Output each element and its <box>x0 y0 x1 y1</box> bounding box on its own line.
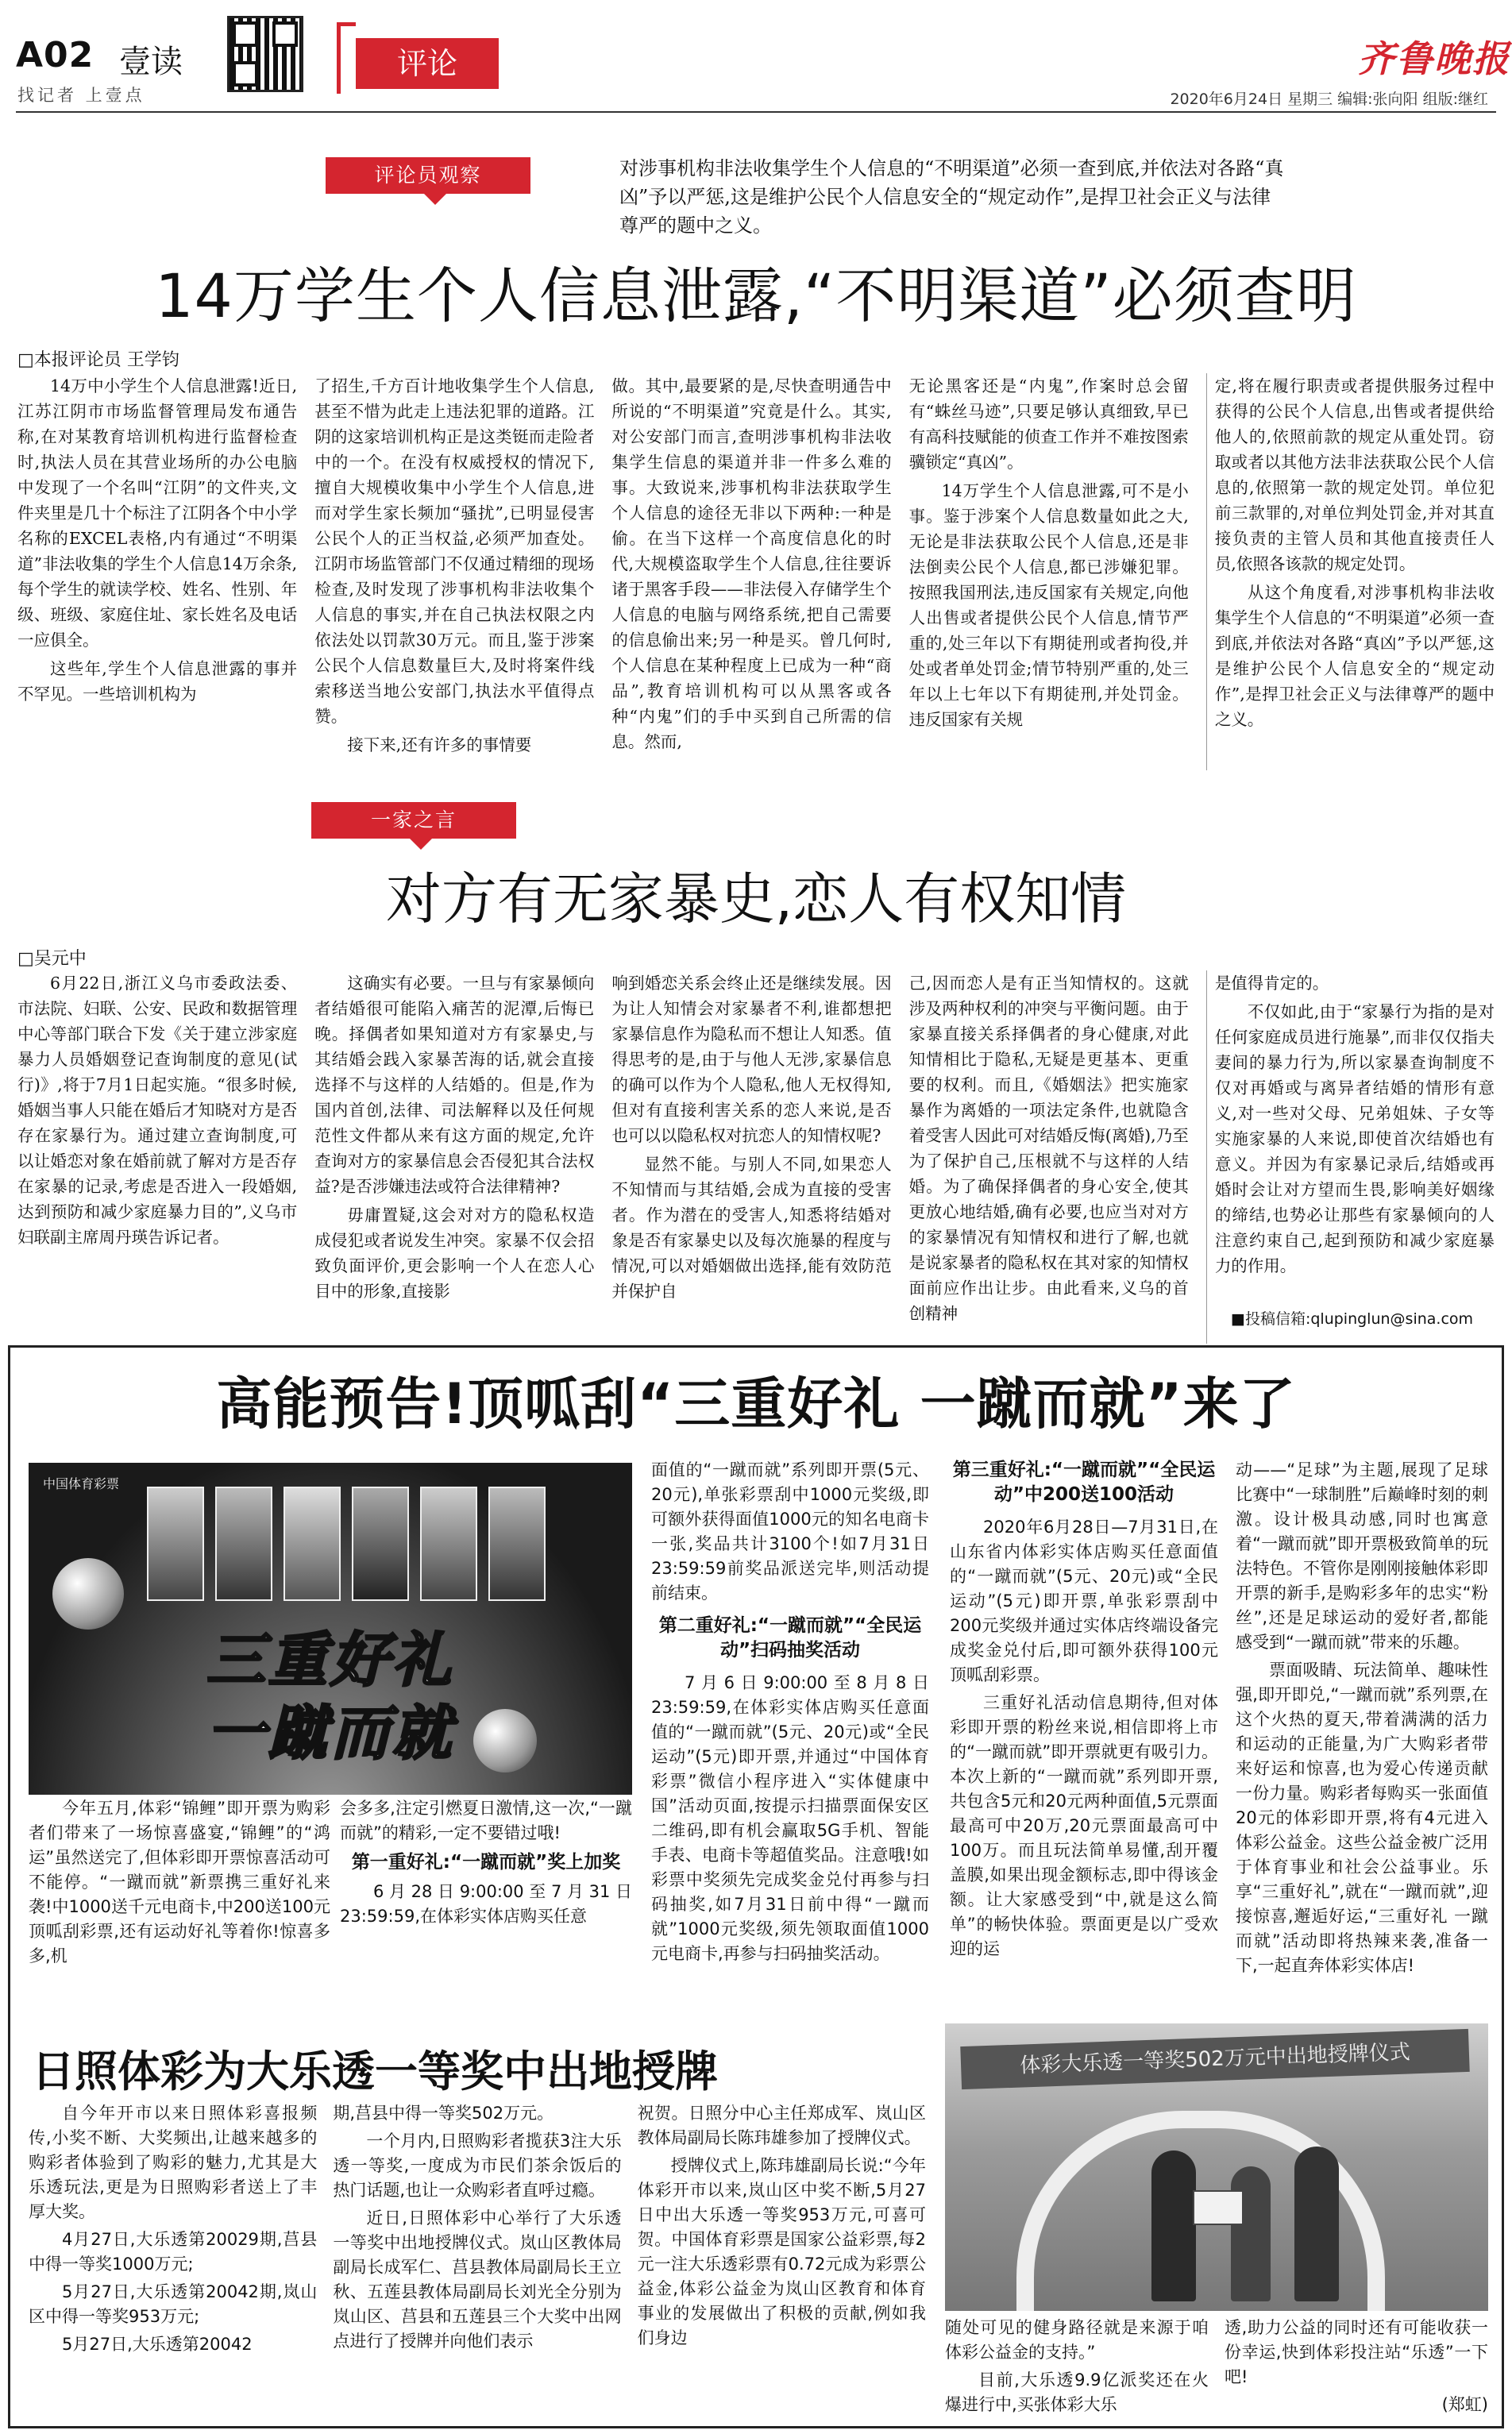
photo-banner-text: 体彩大乐透一等奖502万元中出地授牌仪式 <box>960 2029 1469 2089</box>
column-name: 评论 <box>356 38 499 89</box>
paragraph: 14万中小学生个人信息泄露!近日,江苏江阴市市场监督管理局发布通告称,在对某教育培训机构进行监督检查时,执法人员在其营业场所的办公电脑中发现了一个名叫“江阴”的文件夹,文件夹里是几十个标注了江阴各个中小学名称的EXCEL表格,内有通过“不明渠道”非法收集的学生个人信息14万余条,每个学生的就读学校、姓名、性别、年级、班级、家庭住址、家长姓名及电话一应俱全。 <box>17 376 298 650</box>
person-icon <box>1231 2166 1271 2301</box>
byline: □吴元中 <box>17 949 87 969</box>
person-icon <box>1151 2150 1196 2301</box>
paragraph: 不仅如此,由于“家暴行为指的是对任何家庭成员进行施暴”,而非仅仅指夫妻间的暴力行为,所以家暴查询制度不仅对再婚或与离异者结婚的情形有意义,对一些对父母、兄弟姐妹、子女等实施家暴的人来说,即使首次结婚也有意义。并因为有家暴记录后,结婚或再婚时会让对方望而生畏,影响美好姻缘的缔结,也势必让那些有家暴倾向的人注意约束自己,起到预防和减少家庭暴力的作用。 <box>1214 1002 1495 1275</box>
scratch-card-icon <box>284 1487 341 1601</box>
paragraph: 从这个角度看,对涉事机构非法收集学生个人信息的“不明渠道”必须一查到底,并依法对各路“真凶”予以严惩,这是维护公民个人信息安全的“规定动作”,是捍卫社会正义与法律尊严的题中之义。 <box>1214 583 1495 729</box>
paragraph: 无论黑客还是“内鬼”,作案时总会留有“蛛丝马迹”,只要足够认真细致,早已有高科技赋能的侦查工作并不难按图索骥锁定“真凶”。 <box>908 376 1189 472</box>
subheading: 第二重好礼:“一蹴而就”“全民运动”扫码抽奖活动 <box>658 1615 922 1661</box>
paragraph: 接下来,还有许多的事情要 <box>347 735 532 754</box>
body-column-1 <box>17 373 297 770</box>
paragraph: 这些年,学生个人信息泄露的事并不罕见。一些培训机构为 <box>17 659 298 704</box>
body-column-4 <box>909 373 1189 770</box>
body-column-2 <box>333 2101 621 2419</box>
author-credit: (郑虹) <box>1441 2395 1488 2414</box>
banner-headline-2: 一蹴而就 <box>206 1699 454 1768</box>
paragraph: 票面吸睛、玩法简单、趣味性强,即开即兑,“一蹴而就”系列票,在这个火热的夏天,带着满满的活力和运动的正能量,为广大购彩者带来好运和惊喜,也为爱心传递贡献一份力量。购彩者每购买一张面值20元的体彩即开票,将有4元进入体彩公益金。这些公益金被广泛用于体育事业和社会公益事业。乐享“三重好礼”,就在“一蹴而就”,迎接惊喜,邂逅好运,“三重好礼 一蹴而就”活动即将热辣来袭,准备一下,一起直奔体彩实体店! <box>1236 1661 1488 1975</box>
article-title: 对方有无家暴史,恋人有权知情 <box>385 866 1127 932</box>
header-rule <box>16 111 1496 113</box>
masthead-logo: 齐鲁晚报 <box>1358 37 1510 80</box>
byline: □本报评论员 王学钧 <box>17 350 179 370</box>
body-column-1 <box>17 970 297 1344</box>
ad-column-4 <box>950 1458 1218 2082</box>
ad-column-5 <box>1236 1458 1488 2082</box>
scratch-card-icon <box>420 1487 477 1601</box>
paragraph: 动——“足球”为主题,展现了足球比赛中“一球制胜”后巅峰时刻的刺激。设计极具动感,同时也寓意着“一蹴而就”即开票极致简单的玩法特色。不管你是刚刚接触体彩即开票的新手,是购彩多年的忠实“粉丝”,还是足球运动的爱好者,都能感受到“一蹴而就”带来的乐趣。 <box>1236 1460 1488 1652</box>
paragraph: 毋庸置疑,这会对对方的隐私权造成侵犯或者说发生冲突。家暴不仅会招致负面评价,更会影响一个人在恋人心目中的形象,直接影 <box>314 1205 595 1301</box>
paragraph: 响到婚恋关系会终止还是继续发展。因为让人知情会对家暴者不利,谁都想把家暴信息作为隐私而不想让人知悉。值得思考的是,由于与他人无涉,家暴信息的确可以作为个人隐私,他人无权得知,但对有直接利害关系的恋人来说,是否也可以以隐私权对抗恋人的知情权呢? <box>611 974 892 1145</box>
body-column-3 <box>611 373 891 770</box>
body-column-2 <box>314 970 594 1344</box>
article-title: 日照体彩为大乐透一等奖中出地授牌 <box>32 2046 718 2096</box>
article-title: 14万学生个人信息泄露,“不明渠道”必须查明 <box>155 260 1357 331</box>
body-column-1 <box>29 2101 317 2419</box>
banner-headline-1: 三重好礼 <box>206 1626 454 1695</box>
paragraph: 5月27日,大乐透第20042期,岚山区中得一等奖953万元; <box>29 2282 318 2326</box>
paragraph: 5月27日,大乐透第20042 <box>62 2335 253 2354</box>
paragraph: 定,将在履行职责或者提供服务过程中获得的公民个人信息,出售或者提供给他人的,依照前款的规定从重处罚。窃取或者以其他方法非法获取公民个人信息的,依照第一款的规定处罚。单位犯前三款罪的,对单位判处罚金,并对其直接负责的主管人员和其他直接责任人员,依照各该款的规定处罚。 <box>1214 376 1495 573</box>
paragraph: 6月28日9:00:00至7月31日23:59:59,在体彩实体店购买任意 <box>340 1882 632 1926</box>
scratch-card-icon <box>352 1487 409 1601</box>
ad-column-3 <box>651 1458 929 2082</box>
brand-logo: 中国体育彩票 <box>43 1476 120 1491</box>
qr-code-icon <box>227 16 303 92</box>
sub-tag: 找记者 上壹点 <box>17 86 145 105</box>
paragraph: 这确实有必要。一旦与有家暴倾向者结婚很可能陷入痛苦的泥潭,后悔已晚。择偶者如果知道对方有家暴史,与其结婚会践入家暴苦海的话,就会直接选择不与这样的人结婚的。但是,作为国内首创,法律、司法解释以及任何规范性文件都从来有这方面的规定,允许查询对方的家暴信息会否侵犯其合法权益?是否涉嫌违法或符合法律精神? <box>314 974 595 1196</box>
paragraph: 近日,日照体彩中心举行了大乐透一等奖中出地授牌仪式。岚山区教体局副局长成军仁、莒县教体局副局长王立秋、五莲县教体局副局长刘光全分别为岚山区、莒县和五莲县三个大奖中出网点进行了授牌并向他们表示 <box>333 2208 622 2351</box>
column-bracket-icon <box>337 22 356 94</box>
kicker-badge: 一家之言 <box>311 802 516 839</box>
paragraph: 今年五月,体彩“锦鲤”即开票为购彩者们带来了一场惊喜盛宴,“锦鲤”的“鸿运”虽然送完了,但体彩即开票惊喜活动可不能停。“一蹴而就”新票携三重好礼来袭!中1000送千元电商卡,中200送100元顶呱刮彩票,还有运动好礼等着你!惊喜多多,机 <box>29 1799 330 1965</box>
paragraph: 随处可见的健身路径就是来源于咱体彩公益金的支持。” <box>945 2318 1209 2362</box>
ceremony-photo <box>945 2023 1488 2311</box>
paragraph: 透,助力公益的同时还有可能收获一份幸运,快到体彩投注站“乐透”一下吧! <box>1225 2318 1488 2386</box>
contribution-email: ■投稿信箱:qlupinglun@sina.com <box>1231 1310 1474 1328</box>
paragraph: 自今年开市以来日照体彩喜报频传,小奖不断、大奖频出,让越来越多的购彩者体验到了购彩的魅力,尤其是大乐透玩法,更是为日照购彩者送上了丰厚大奖。 <box>29 2104 318 2221</box>
paragraph: 目前,大乐透9.9亿派奖还在火爆进行中,买张体彩大乐 <box>945 2370 1209 2414</box>
paragraph: 14万学生个人信息泄露,可不是小事。鉴于涉案个人信息数量如此之大,无论是非法获取公民个人信息,还是非法倒卖公民个人信息,都已涉嫌犯罪。按照我国刑法,违反国家有关规定,向他人出售或者提供公民个人信息,情节严重的,处三年以下有期徒刑或者拘役,并处或者单处罚金;情节特别严重的,处三年以上七年以下有期徒刑,并处罚金。违反国家有关规 <box>908 481 1189 729</box>
paragraph: 6月22日,浙江义乌市委政法委、市法院、妇联、公安、民政和数据管理中心等部门联合下发《关于建立涉家庭暴力人员婚姻登记查询制度的意见(试行)》,将于7月1日起实施。“很多时候,婚姻当事人只能在婚后才知晓对方是否存在家暴行为。通过建立查询制度,可以让婚恋对象在婚前就了解对方是否存在家暴的记录,考虑是否进入一段婚姻,达到预防和减少家庭暴力目的”,义乌市妇联副主席周丹瑛告诉记者。 <box>17 974 298 1247</box>
kicker-badge: 评论员观察 <box>326 157 530 194</box>
body-column-2 <box>314 373 594 770</box>
paragraph: 4月27日,大乐透第20029期,莒县中得一等奖1000万元; <box>29 2230 318 2274</box>
scratch-card-icon <box>215 1487 272 1601</box>
page-number: A02 <box>16 35 94 75</box>
body-column-4 <box>909 970 1189 1344</box>
article-lead: 对涉事机构非法收集学生个人信息的“不明渠道”必须一查到底,并依法对各路“真凶”予以严惩,这是维护公民个人信息安全的“规定动作”,是捍卫社会正义与法律尊严的题中之义。 <box>619 157 1284 237</box>
body-column-3 <box>638 2101 926 2419</box>
body-column-4 <box>945 2316 1209 2420</box>
ad-title: 高能预告!顶呱刮“三重好礼 一蹴而就”来了 <box>216 1371 1296 1437</box>
body-column-5 <box>1206 970 1495 1344</box>
body-column-5 <box>1225 2316 1488 2420</box>
lottery-banner-image <box>29 1463 632 1795</box>
paragraph: 一个月内,日照购彩者揽获3注大乐透一等奖,一度成为市民们茶余饭后的热门话题,也让一众购彩者直呼过瘾。 <box>333 2131 622 2200</box>
paragraph: 7月6日9:00:00至8月8日23:59:59,在体彩实体店购买任意面值的“一蹴而就”(5元、20元)或“全民运动”(5元)即开票,并通过“中国体育彩票”微信小程序进入“实体健康中国”活动页面,按提示扫描票面保安区二维码,即有机会赢取5G手机、智能手表、电商卡等超值奖品。注意哦!如彩票中奖须先完成奖金兑付再参与扫码抽奖,如7月31日前中得“一蹴而就”1000元奖级,须先领取面值1000元电商卡,再参与扫码抽奖活动。 <box>651 1673 929 1963</box>
paragraph: 面值的“一蹴而就”系列即开票(5元、20元),单张彩票刮中1000元奖级,即可额外获得面值1000元的知名电商卡一张,奖品共计3100个!如7月31日23:59:59前奖品派送完毕,则活动提前结束。 <box>651 1460 929 1603</box>
paragraph: 显然不能。与别人不同,如果恋人不知情而与其结婚,会成为直接的受害者。作为潜在的受害人,知悉将结婚对象是否有家暴史以及每次施暴的程度与情况,可以对婚姻做出选择,能有效防范并保护自 <box>611 1155 892 1301</box>
person-icon <box>1294 2147 1339 2301</box>
paragraph: 2020年6月28日—7月31日,在山东省内体彩实体店购买任意面值的“一蹴而就”(5元、20元)或“全民运动”(5元)即开票,单张彩票刮中200元奖级并通过实体店终端设备完成奖金兑付后,即可额外获得100元顶呱刮彩票。 <box>950 1518 1218 1684</box>
article-body <box>29 2101 926 2419</box>
paragraph: 是值得肯定的。 <box>1214 974 1329 993</box>
scratch-card-icon <box>488 1487 546 1601</box>
body-column-3 <box>611 970 891 1344</box>
body-column-5 <box>1206 373 1495 770</box>
section-tag: 壹读 <box>119 44 183 80</box>
subheading: 第一重好礼:“一蹴而就”奖上加奖 <box>351 1852 621 1873</box>
paragraph: 会多多,注定引燃夏日激情,这一次,“一蹴而就”的精彩,一定不要错过哦! <box>340 1799 632 1842</box>
paragraph: 授牌仪式上,陈玮雄副局长说:“今年体彩开市以来,岚山区中奖不断,5月27日中出大乐透一等奖953万元,可喜可贺。中国体育彩票是国家公益彩票,每2元一注大乐透彩票有0.72元成为彩票公益金,体彩公益金为岚山区教育和体育事业的发展做出了积极的贡献,例如我们身边 <box>637 2156 926 2347</box>
paragraph: 己,因而恋人是有正当知情权的。这就涉及两种权利的冲突与平衡问题。由于家暴直接关系择偶者的身心健康,对此知情相比于隐私,无疑是更基本、更重要的权利。而且,《婚姻法》把实施家暴作为离婚的一项法定条件,也就隐含着受害人因此可对结婚反悔(离婚),乃至为了保护自己,压根就不与这样的人结婚。为了确保择偶者的身心安全,使其更放心地结婚,确有必要,也应当对对方的家暴情况有知情权和进行了解,也就是说家暴者的隐私权在其对家的知情权面前应作出让步。由此看来,义乌的首创精神 <box>908 974 1189 1323</box>
article-body <box>17 970 1495 1344</box>
paragraph: 了招生,千方百计地收集学生个人信息,甚至不惜为此走上违法犯罪的道路。江阴的这家培训机构正是这类铤而走险者中的一个。在没有权威授权的情况下,擅自大规模收集中小学生个人信息,进而对学生家长频加“骚扰”,已明显侵害公民个人的正当权益,必须严加查处。江阴市场监管部门不仅通过精细的现场检查,及时发现了涉事机构非法收集个人信息的事实,并在自己执法权限之内依法处以罚款30万元。而且,鉴于涉案公民个人信息数量巨大,及时将案件线索移送当地公安部门,执法水平值得点赞。 <box>314 376 595 726</box>
article-body <box>945 2316 1488 2420</box>
paragraph: 期,莒县中得一等奖502万元。 <box>333 2104 554 2123</box>
paragraph: 祝贺。日照分中心主任郑成军、岚山区教体局副局长陈玮雄参加了授牌仪式。 <box>637 2104 926 2147</box>
scratch-card-icon <box>147 1487 204 1601</box>
article-body <box>17 373 1495 770</box>
paragraph: 三重好礼活动信息期待,但对体彩即开票的粉丝来说,相信即将上市的“一蹴而就”即开票就更有吸引力。本次上新的“一蹴而就”系列即开票,共包含5元和20元两种面值,5元票面最高可中20万,20元票面最高可中100万。而且玩法简单易懂,刮开覆盖膜,如果出现金额标志,即中得该金额。让大家感受到“中,就是这么简单”的畅快体验。票面更是以广受欢迎的运 <box>950 1693 1218 1958</box>
paragraph: 做。其中,最要紧的是,尽快查明通告中所说的“不明渠道”究竟是什么。其实,对公安部门而言,查明涉事机构非法收集学生信息的渠道并非一件多么难的事。大致说来,涉事机构非法获取学生个人信息的途径无非以下两种:一种是偷。在当下这样一个高度信息化的时代,大规模盗取学生个人信息,往往要诉诸于黑客手段——非法侵入存储学生个人信息的电脑与网络系统,把自己需要的信息偷出来;另一种是买。曾几何时,个人信息在某种程度上已成为一种“商品”,教育培训机构可以从黑客或各种“内鬼”们的手中买到自己所需的信息。然而, <box>611 376 892 751</box>
page-meta: 2020年6月24日 星期三 编辑:张向阳 组版:继红 <box>1170 91 1488 108</box>
plaque-icon <box>1193 2190 1244 2225</box>
subheading: 第三重好礼:“一蹴而就”“全民运动”中200送100活动 <box>952 1460 1216 1505</box>
